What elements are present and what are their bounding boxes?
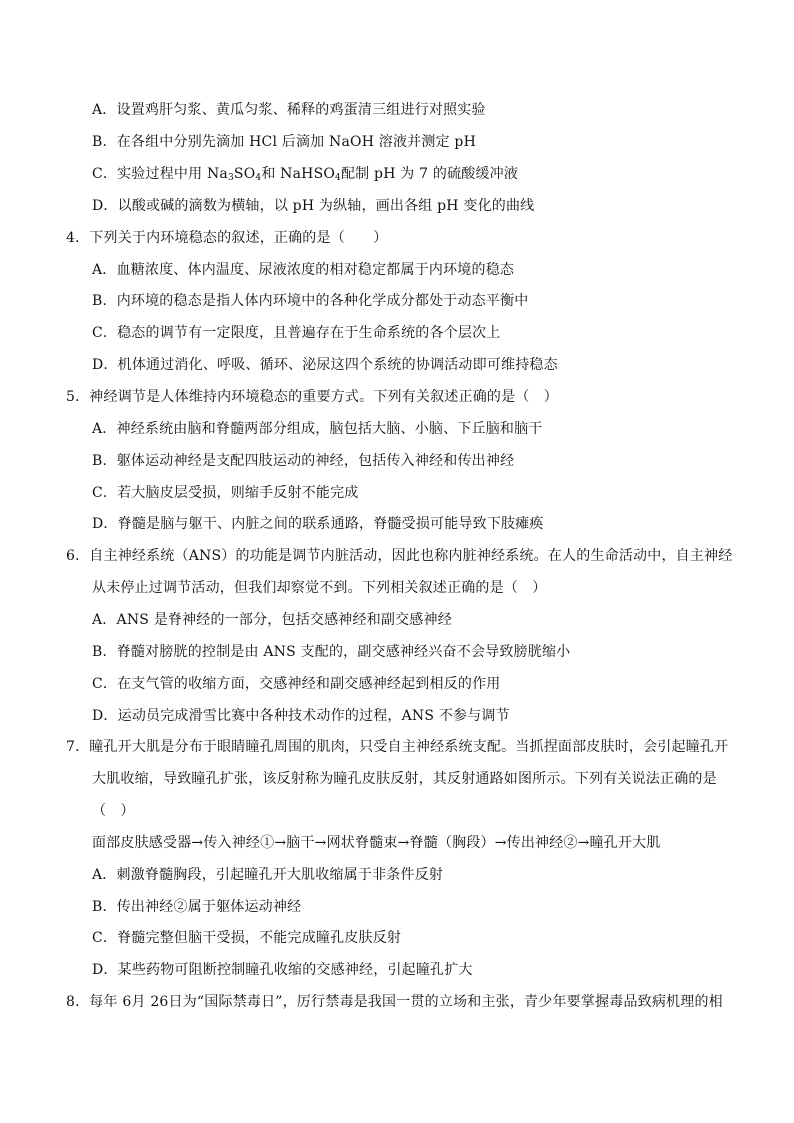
q8-stem-line1: 8．每年 6月 26日为“国际禁毒日”，厉行禁毒是我国一贯的立场和主张，青少年要掌握毒品致病机理的相: [66, 994, 723, 1010]
q4-option-c: C．稳态的调节有一定限度，且普遍存在于生命系统的各个层次上: [92, 325, 501, 341]
q5-option-d: D．脊髓是脑与躯干、内脏之间的联系通路，脊髓受损可能导致下肢瘫痪: [92, 516, 544, 532]
q6-stem-line1: 6．自主神经系统（ANS）的功能是调节内脏活动，因此也称内脏神经系统。在人的生命活动中，自主神经: [66, 548, 733, 564]
q4-stem: 4．下列关于内环境稳态的叙述，正确的是（ ）: [66, 230, 388, 246]
q6-option-d: D．运动员完成滑雪比赛中各种技术动作的过程，ANS 不参与调节: [92, 708, 510, 724]
q6-option-b: B．脊髓对膀胱的控制是由 ANS 支配的，副交感神经兴奋不会导致膀胱缩小: [92, 644, 571, 660]
q7-option-b: B．传出神经②属于躯体运动神经: [92, 899, 302, 915]
q6-option-c: C．在支气管的收缩方面，交感神经和副交感神经起到相反的作用: [92, 676, 501, 692]
q3-option-b: B．在各组中分别先滴加 HCl 后滴加 NaOH 溶液并测定 pH: [92, 134, 476, 150]
q7-stem-line3: （ ）: [92, 803, 135, 819]
q5-option-c: C．若大脑皮层受损，则缩手反射不能完成: [92, 485, 359, 501]
q6-option-a: A．ANS 是脊神经的一部分，包括交感神经和副交感神经: [92, 612, 452, 628]
q4-option-a: A．血糖浓度、体内温度、尿液浓度的相对稳定都属于内环境的稳态: [92, 262, 515, 278]
q5-stem: 5．神经调节是人体维持内环境稳态的重要方式。下列有关叙述正确的是（ ）: [66, 389, 558, 405]
q5-option-a: A．神经系统由脑和脊髓两部分组成，脑包括大脑、小脑、下丘脑和脑干: [92, 421, 543, 437]
q7-stem-line1: 7．瞳孔开大肌是分布于眼睛瞳孔周围的肌肉，只受自主神经系统支配。当抓捏面部皮肤时，会引起瞳孔开: [66, 739, 729, 755]
q7-option-c: C．脊髓完整但脑干受损，不能完成瞳孔皮肤反射: [92, 930, 402, 946]
q3-option-a: A．设置鸡肝匀浆、黄瓜匀浆、稀释的鸡蛋清三组进行对照实验: [92, 102, 486, 118]
q4-option-d: D．机体通过消化、呼吸、循环、泌尿这四个系统的协调活动即可维持稳态: [92, 357, 558, 373]
q7-reflex-pathway: 面部皮肤感受器→传入神经①→脑干→网状脊髓束→脊髓（胸段）→传出神经②→瞳孔开大肌: [92, 835, 661, 851]
q3-option-c: C．实验过程中用 $Na_3SO_4$和 NaHSO$_4$配制 pH 为 7 的硫酸缓冲液: [92, 166, 519, 183]
q7-option-a: A．刺激脊髓胸段，引起瞳孔开大肌收缩属于非条件反射: [92, 867, 444, 883]
q7-stem-line2: 大肌收缩，导致瞳孔扩张，该反射称为瞳孔皮肤反射，其反射通路如图所示。下列有关说法正确的是: [92, 771, 717, 787]
q5-option-b: B．躯体运动神经是支配四肢运动的神经，包括传入神经和传出神经: [92, 453, 515, 469]
q6-stem-line2: 从未停止过调节活动，但我们却察觉不到。下列相关叙述正确的是（ ）: [92, 580, 547, 596]
q3-option-d: D．以酸或碱的滴数为横轴，以 pH 为纵轴，画出各组 pH 变化的曲线: [92, 198, 535, 214]
q7-option-d: D．某些药物可阻断控制瞳孔收缩的交感神经，引起瞳孔扩大: [92, 962, 473, 978]
q4-option-b: B．内环境的稳态是指人体内环境中的各种化学成分都处于动态平衡中: [92, 293, 529, 309]
